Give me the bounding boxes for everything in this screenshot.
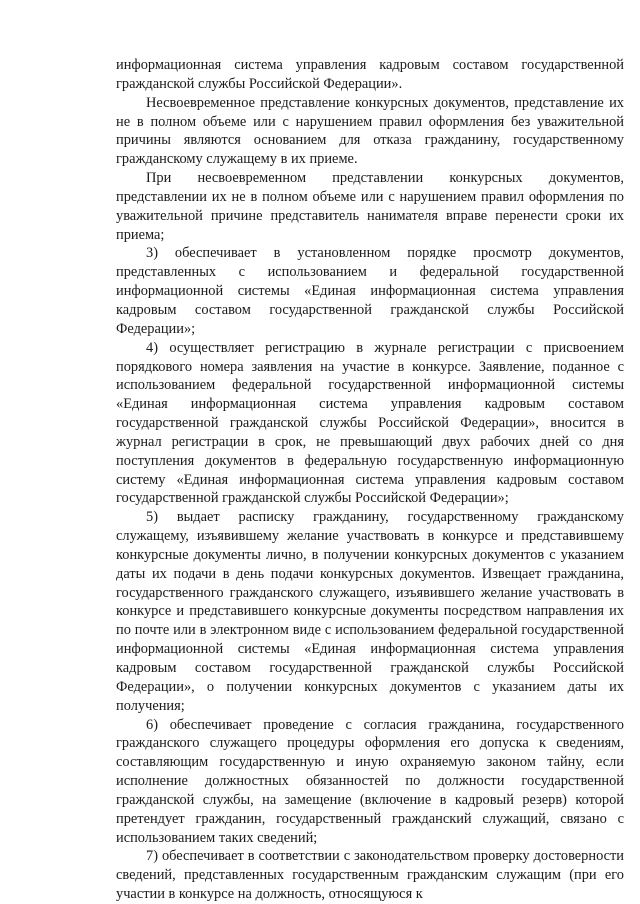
paragraph-item-7: 7) обеспечивает в соответствии с законодательством проверку достоверности сведений, представленных государственным гражданским служащим (при его участии в конкурсе на должность, относящуюся к [116,848,624,903]
paragraph-item-5: 5) выдает расписку гражданину, государственному гражданскому служащему, изъявившему желание участвовать в конкурсе и представившему конкурсные документы лично, в получении конкурсных документов с указанием даты их подачи в день подачи конкурсных документов. Извещает гражданина, государственного гражданского служащего, изъявившего желание участвовать в конкурсе и представившего конкурсные документы посредством направления их по почте или в электронном виде с использованием федеральной государственной информационной системы «Единая информационная система управления кадровым составом государственной гражданской службы Российской Федерации», о получении конкурсных документов с указанием даты их получения; [116,509,624,714]
paragraph-item-3: 3) обеспечивает в установленном порядке просмотр документов, представленных с использованием и федеральной государственной информационной системы «Единая информационная система управления кадровым составом государственной гражданской службы Российской Федерации»; [116,245,624,337]
paragraph-item-4: 4) осуществляет регистрацию в журнале регистрации с присвоением порядкового номера заявления на участие в конкурсе. Заявление, поданное с использованием федеральной государственной информационной системы «Единая информационная система управления кадровым составом государственной гражданской службы Российской Федерации», вносится в журнал регистрации в срок, не превышающий двух рабочих дней со дня поступления документов в федеральную государственную информационную систему «Единая информационная система управления кадровым составом государственной гражданской службы Российской Федерации»; [116,339,624,507]
paragraph-2: Несвоевременное представление конкурсных документов, представление их не в полном объеме или с нарушением правил оформления без уважительной причины являются основанием для отказа гражданину, государственному гражданскому служащему в их приеме. [116,94,624,168]
paragraph-1: информационная система управления кадровым составом государственной гражданской службы Российской Федерации». [116,57,624,92]
paragraph-item-6: 6) обеспечивает проведение с согласия гражданина, государственного гражданского служащего процедуры оформления его допуска к сведениям, составляющим государственную и иную охраняемую законом тайну, если исполнение должностных обязанностей по должности государственной гражданской службы, на замещение (включение в кадровый резерв) которой претендует гражданин, государственный гражданский служащий, связано с использованием таких сведений; [116,716,624,846]
paragraph-3: При несвоевременном представлении конкурсных документов, представлении их не в полном объеме или с нарушением правил оформления по уважительной причине представитель нанимателя вправе перенести сроки их приема; [116,170,624,243]
document-page [116,56,624,904]
